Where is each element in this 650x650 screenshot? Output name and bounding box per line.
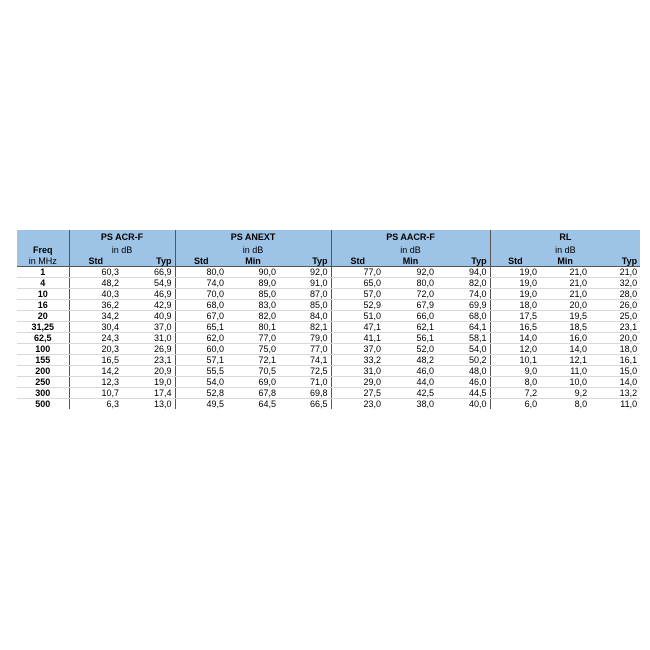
value-cell: 57,0 <box>331 289 384 300</box>
value-cell: 17,5 <box>490 311 540 322</box>
value-cell: 77,0 <box>279 344 331 355</box>
value-cell: 10,7 <box>69 388 122 399</box>
freq-cell: 4 <box>17 278 69 289</box>
group-title-ps-acr-f: PS ACR-F <box>69 230 175 243</box>
freq-header-spacer <box>17 230 69 243</box>
value-cell: 80,0 <box>384 278 437 289</box>
group-title-ps-aacr-f: PS AACR-F <box>331 230 490 243</box>
freq-cell: 500 <box>35 399 51 409</box>
value-cell: 12,3 <box>69 377 122 388</box>
value-cell: 10,0 <box>540 377 590 388</box>
value-cell: 14,0 <box>590 377 640 388</box>
group-unit-ps-acr-f: in dB <box>69 243 175 256</box>
value-cell: 19,0 <box>490 267 540 278</box>
value-cell: 49,5 <box>175 399 227 410</box>
value-cell: 60,3 <box>69 267 122 278</box>
value-cell: 66,9 <box>122 267 175 278</box>
value-cell: 26,9 <box>122 344 175 355</box>
col-header: Typ <box>122 256 175 267</box>
value-cell: 77,0 <box>227 333 279 344</box>
table-row <box>17 366 640 377</box>
value-cell: 23,1 <box>122 355 175 366</box>
value-cell: 75,0 <box>227 344 279 355</box>
value-cell: 89,0 <box>227 278 279 289</box>
value-cell: 8,0 <box>490 377 540 388</box>
value-cell: 24,3 <box>69 333 122 344</box>
value-cell: 54,9 <box>122 278 175 289</box>
value-cell: 57,1 <box>175 355 227 366</box>
value-cell: 38,0 <box>416 399 435 409</box>
value-cell: 20,0 <box>540 300 590 311</box>
value-cell: 52,9 <box>331 300 384 311</box>
table-row <box>17 377 640 388</box>
value-cell: 21,0 <box>540 278 590 289</box>
value-cell: 13,0 <box>153 399 172 409</box>
value-cell: 20,9 <box>122 366 175 377</box>
value-cell: 60,0 <box>175 344 227 355</box>
value-cell: 16,5 <box>490 322 540 333</box>
value-cell: 32,0 <box>590 278 640 289</box>
freq-cell: 200 <box>17 366 69 377</box>
value-cell: 92,0 <box>279 267 331 278</box>
table-row <box>17 399 640 410</box>
value-cell: 6,0 <box>490 399 540 410</box>
value-cell: 80,0 <box>175 267 227 278</box>
value-cell: 44,0 <box>384 377 437 388</box>
value-cell: 17,4 <box>122 388 175 399</box>
value-cell: 31,0 <box>122 333 175 344</box>
value-cell: 44,5 <box>437 388 490 399</box>
value-cell: 54,0 <box>437 344 490 355</box>
value-cell: 9,0 <box>490 366 540 377</box>
value-cell: 30,4 <box>69 322 122 333</box>
freq-cell: 20 <box>17 311 69 322</box>
value-cell: 18,5 <box>540 322 590 333</box>
group-unit-ps-anext: in dB <box>175 243 331 256</box>
value-cell: 46,0 <box>384 366 437 377</box>
value-cell: 52,8 <box>175 388 227 399</box>
col-header: Min <box>227 256 279 267</box>
col-header: Typ <box>279 256 331 267</box>
table-row <box>17 333 640 344</box>
value-cell: 67,9 <box>384 300 437 311</box>
freq-cell: 250 <box>17 377 69 388</box>
table-row <box>17 300 640 311</box>
col-header: Std <box>175 256 227 267</box>
value-cell: 74,0 <box>175 278 227 289</box>
value-cell: 70,5 <box>227 366 279 377</box>
value-cell: 69,8 <box>279 388 331 399</box>
value-cell: 29,0 <box>331 377 384 388</box>
value-cell: 94,0 <box>437 267 490 278</box>
value-cell: 48,2 <box>384 355 437 366</box>
value-cell: 90,0 <box>227 267 279 278</box>
spec-table <box>17 230 640 409</box>
value-cell: 66,5 <box>310 399 328 409</box>
freq-cell: 16 <box>17 300 69 311</box>
value-cell: 74,1 <box>279 355 331 366</box>
value-cell: 20,0 <box>590 333 640 344</box>
value-cell: 91,0 <box>279 278 331 289</box>
value-cell: 40,9 <box>122 311 175 322</box>
value-cell: 68,0 <box>437 311 490 322</box>
freq-cell: 300 <box>17 388 69 399</box>
col-header: Min <box>384 256 437 267</box>
table-row <box>17 388 640 399</box>
value-cell: 20,3 <box>69 344 122 355</box>
value-cell: 23,0 <box>331 399 384 410</box>
value-cell: 87,0 <box>279 289 331 300</box>
value-cell: 12,0 <box>490 344 540 355</box>
value-cell: 27,5 <box>331 388 384 399</box>
value-cell: 26,0 <box>590 300 640 311</box>
value-cell: 8,0 <box>574 399 588 409</box>
col-header: Std <box>490 256 540 267</box>
col-header: Typ <box>437 256 490 267</box>
value-cell: 14,0 <box>490 333 540 344</box>
value-cell: 69,0 <box>227 377 279 388</box>
freq-unit-header: in MHz <box>17 256 69 267</box>
value-cell: 52,0 <box>384 344 437 355</box>
table-row <box>17 267 640 278</box>
value-cell: 34,2 <box>69 311 122 322</box>
value-cell: 48,0 <box>437 366 490 377</box>
value-cell: 7,2 <box>490 388 540 399</box>
value-cell: 46,0 <box>437 377 490 388</box>
value-cell: 15,0 <box>590 366 640 377</box>
freq-cell: 155 <box>17 355 69 366</box>
table-row <box>17 278 640 289</box>
freq-cell: 100 <box>17 344 69 355</box>
freq-cell: 1 <box>17 267 69 278</box>
table-row <box>17 344 640 355</box>
value-cell: 19,0 <box>490 278 540 289</box>
value-cell: 40,3 <box>69 289 122 300</box>
value-cell: 80,1 <box>227 322 279 333</box>
table-body <box>17 267 640 410</box>
value-cell: 65,0 <box>331 278 384 289</box>
freq-cell: 10 <box>17 289 69 300</box>
col-header: Std <box>69 256 122 267</box>
group-title-rl: RL <box>490 230 640 243</box>
value-cell: 67,8 <box>227 388 279 399</box>
value-cell: 13,2 <box>590 388 640 399</box>
value-cell: 19,0 <box>490 289 540 300</box>
value-cell: 12,1 <box>540 355 590 366</box>
value-cell: 14,0 <box>540 344 590 355</box>
value-cell: 71,0 <box>279 377 331 388</box>
value-cell: 31,0 <box>331 366 384 377</box>
value-cell: 74,0 <box>437 289 490 300</box>
freq-cell: 62,5 <box>17 333 69 344</box>
value-cell: 21,0 <box>590 267 640 278</box>
value-cell: 79,0 <box>279 333 331 344</box>
value-cell: 41,1 <box>331 333 384 344</box>
value-cell: 16,1 <box>590 355 640 366</box>
value-cell: 82,0 <box>437 278 490 289</box>
group-unit-rl: in dB <box>490 243 640 256</box>
value-cell: 14,2 <box>69 366 122 377</box>
value-cell: 84,0 <box>279 311 331 322</box>
value-cell: 72,1 <box>227 355 279 366</box>
value-cell: 72,0 <box>384 289 437 300</box>
value-cell: 10,1 <box>490 355 540 366</box>
col-header: Typ <box>590 256 640 267</box>
value-cell: 82,1 <box>279 322 331 333</box>
freq-header: Freq <box>17 243 69 256</box>
value-cell: 69,9 <box>437 300 490 311</box>
value-cell: 54,0 <box>175 377 227 388</box>
group-title-ps-anext: PS ANEXT <box>175 230 331 243</box>
value-cell: 51,0 <box>331 311 384 322</box>
value-cell: 18,0 <box>490 300 540 311</box>
value-cell: 19,5 <box>540 311 590 322</box>
value-cell: 11,0 <box>620 399 638 409</box>
value-cell: 21,0 <box>540 289 590 300</box>
value-cell: 58,1 <box>437 333 490 344</box>
table-header <box>17 230 640 267</box>
value-cell: 66,0 <box>384 311 437 322</box>
value-cell: 18,0 <box>590 344 640 355</box>
value-cell: 92,0 <box>384 267 437 278</box>
table-row <box>17 289 640 300</box>
value-cell: 36,2 <box>69 300 122 311</box>
value-cell: 47,1 <box>331 322 384 333</box>
value-cell: 82,0 <box>227 311 279 322</box>
value-cell: 62,1 <box>384 322 437 333</box>
value-cell: 83,0 <box>227 300 279 311</box>
value-cell: 42,9 <box>122 300 175 311</box>
value-cell: 6,3 <box>69 399 122 410</box>
table-row <box>17 311 640 322</box>
value-cell: 70,0 <box>175 289 227 300</box>
value-cell: 37,0 <box>331 344 384 355</box>
value-cell: 65,1 <box>175 322 227 333</box>
value-cell: 16,5 <box>69 355 122 366</box>
value-cell: 85,0 <box>227 289 279 300</box>
freq-cell: 31,25 <box>17 322 69 333</box>
value-cell: 67,0 <box>175 311 227 322</box>
value-cell: 11,0 <box>540 366 590 377</box>
col-header: Std <box>331 256 384 267</box>
value-cell: 23,1 <box>590 322 640 333</box>
group-unit-ps-aacr-f: in dB <box>331 243 490 256</box>
value-cell: 16,0 <box>540 333 590 344</box>
col-header: Min <box>540 256 590 267</box>
value-cell: 68,0 <box>175 300 227 311</box>
value-cell: 72,5 <box>279 366 331 377</box>
value-cell: 77,0 <box>331 267 384 278</box>
value-cell: 50,2 <box>437 355 490 366</box>
value-cell: 64,5 <box>258 399 277 409</box>
value-cell: 56,1 <box>384 333 437 344</box>
table-row <box>17 322 640 333</box>
value-cell: 9,2 <box>540 388 590 399</box>
value-cell: 48,2 <box>69 278 122 289</box>
table-row <box>17 355 640 366</box>
value-cell: 37,0 <box>122 322 175 333</box>
value-cell: 25,0 <box>590 311 640 322</box>
value-cell: 46,9 <box>122 289 175 300</box>
value-cell: 19,0 <box>122 377 175 388</box>
value-cell: 21,0 <box>540 267 590 278</box>
value-cell: 33,2 <box>331 355 384 366</box>
value-cell: 28,0 <box>590 289 640 300</box>
value-cell: 40,0 <box>469 399 487 409</box>
value-cell: 85,0 <box>279 300 331 311</box>
value-cell: 42,5 <box>384 388 437 399</box>
value-cell: 55,5 <box>175 366 227 377</box>
value-cell: 64,1 <box>437 322 490 333</box>
value-cell: 62,0 <box>175 333 227 344</box>
